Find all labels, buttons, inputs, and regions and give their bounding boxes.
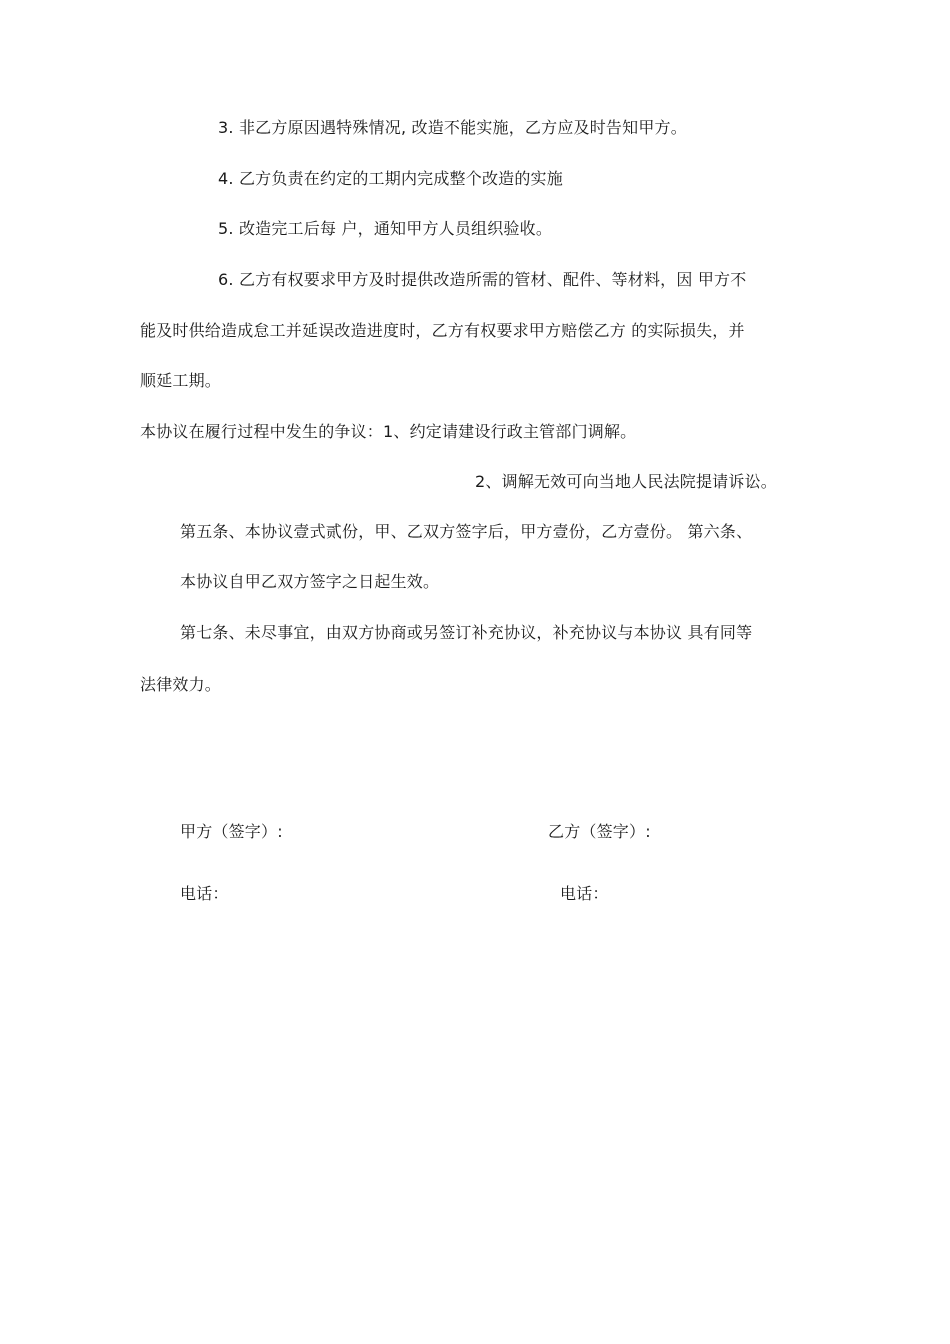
article-7-line-1: 第七条、未尽事宜，由双方协商或另签订补充协议，补充协议与本协议 具有同等 [180,623,753,642]
article-6-line: 本协议自甲乙双方签字之日起生效。 [180,572,440,591]
party-a-signature-label: 甲方（签字）: [180,822,283,841]
party-b-phone-label: 电话： [560,884,609,903]
clause-item-4: 4. 乙方负责在约定的工期内完成整个改造的实施 [218,169,563,188]
clause-item-6-line-3: 顺延工期。 [140,371,222,390]
party-b-signature-label: 乙方（签字）: [548,822,651,841]
article-5-line: 第五条、本协议壹式贰份，甲、乙双方签字后，甲方壹份，乙方壹份。 第六条、 [180,522,753,541]
article-7-line-2: 法律效力。 [140,675,222,694]
dispute-clause-line-1: 本协议在履行过程中发生的争议：1、约定请建设行政主管部门调解。 [140,422,637,441]
clause-item-3: 3. 非乙方原因遇特殊情况, 改造不能实施，乙方应及时告知甲方。 [218,118,687,137]
clause-item-5: 5. 改造完工后每 户，通知甲方人员组织验收。 [218,219,553,238]
party-a-phone-label: 电话： [180,884,229,903]
clause-item-6-line-1: 6. 乙方有权要求甲方及时提供改造所需的管材、配件、等材料，因 甲方不 [218,270,747,289]
dispute-clause-line-2: 2、调解无效可向当地人民法院提请诉讼。 [475,472,777,491]
clause-item-6-line-2: 能及时供给造成怠工并延误改造进度时，乙方有权要求甲方赔偿乙方 的实际损失，并 [140,321,745,340]
